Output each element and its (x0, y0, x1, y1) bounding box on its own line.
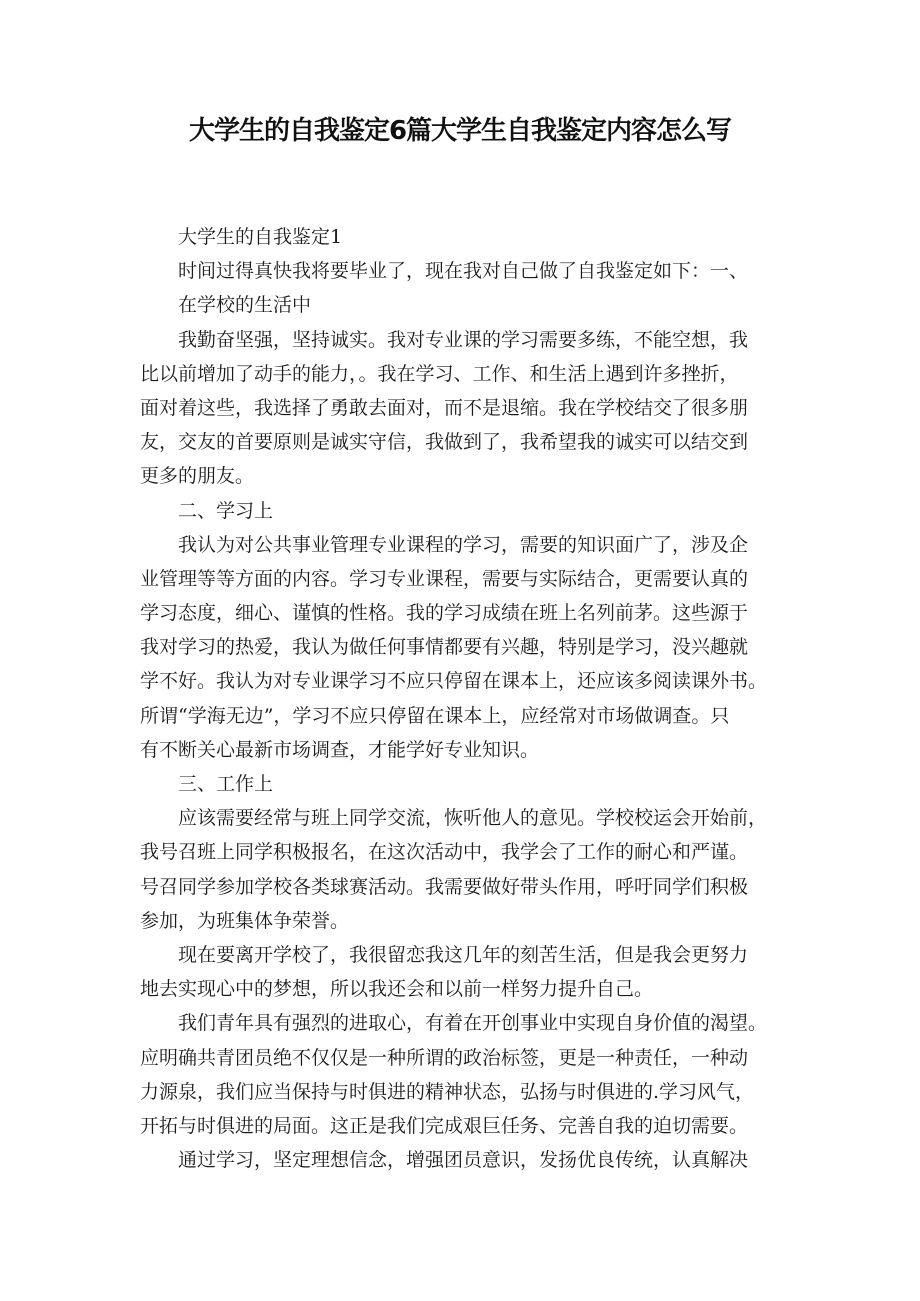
text-line: 所谓“学海无边”，学习不应只停留在课本上，应经常对市场做调查。只 (140, 704, 730, 727)
text-line: 现在要离开学校了，我很留恋我这几年的刻苦生活，但是我会更努力 (178, 943, 749, 966)
text-line: 通过学习，坚定理想信念，增强团员意识，发扬优良传统，认真解决 (178, 1149, 749, 1172)
text-line: 比以前增加了动手的能力，。我在学习、工作、和生活上遇到许多挫折， (140, 362, 739, 385)
text-line: 我们青年具有强烈的进取心，有着在开创事业中实现自身价值的渴望。 (178, 1012, 768, 1035)
text-line: 大学生的自我鉴定1 (178, 226, 343, 248)
text-line: 地去实现心中的梦想，所以我还会和以前一样努力提升自己。 (140, 978, 654, 1001)
text-line: 二、学习上 (178, 499, 274, 522)
text-line: 号召同学参加学校各类球赛活动。我需要做好带头作用，呼吁同学们积极 (140, 875, 749, 898)
text-line: 应明确共青团员绝不仅仅是一种所谓的政治标签，更是一种责任，一种动 (140, 1046, 749, 1069)
text-line: 三、工作上 (178, 773, 274, 795)
text-line: 在学校的生活中 (178, 294, 312, 317)
text-line: 有不断关心最新市场调查，才能学好专业知识。 (140, 738, 540, 761)
text-line: 应该需要经常与班上同学交流，恢听他人的意见。学校校运会开始前， (178, 807, 768, 830)
text-line: 参加，为班集体争荣誉。 (140, 909, 350, 932)
document-body (140, 220, 782, 1177)
document-title: 大学生的自我鉴定6篇大学生自我鉴定内容怎么写 (188, 116, 732, 146)
text-line: 我勤奋坚强，坚持诚实。我对专业课的学习需要多练，不能空想，我 (178, 328, 749, 351)
text-line: 更多的朋友。 (140, 465, 255, 488)
text-line: 我对学习的热爱，我认为做任何事情都要有兴趣，特别是学习，没兴趣就 (140, 636, 749, 659)
text-line: 开拓与时俱进的局面。这正是我们完成艰巨任务、完善自我的迫切需要。 (140, 1114, 749, 1137)
text-line: 学习态度，细心、谨慎的性格。我的学习成绩在班上名列前茅。这些源于 (140, 602, 749, 625)
text-line: 面对着这些，我选择了勇敢去面对，而不是退缩。我在学校结交了很多朋 (140, 396, 749, 419)
text-line: 学不好。我认为对专业课学习不应只停留在课本上，还应该多阅读课外书。 (140, 670, 768, 693)
text-line: 业管理等等方面的内容。学习专业课程，需要与实际结合，更需要认真的 (140, 567, 749, 590)
text-line: 友，交友的首要原则是诚实守信，我做到了，我希望我的诚实可以结交到 (140, 431, 749, 454)
text-line: 时间过得真快我将要毕业了，现在我对自己做了自我鉴定如下：一、 (178, 260, 749, 283)
text-line: 我号召班上同学积极报名，在这次活动中，我学会了工作的耐心和严谨。 (140, 841, 749, 864)
text-line: 力源泉，我们应当保持与时俱进的精神状态，弘扬与时俱进的.学习风气， (140, 1080, 755, 1103)
text-line: 我认为对公共事业管理专业课程的学习，需要的知识面广了，涉及企 (178, 533, 749, 556)
